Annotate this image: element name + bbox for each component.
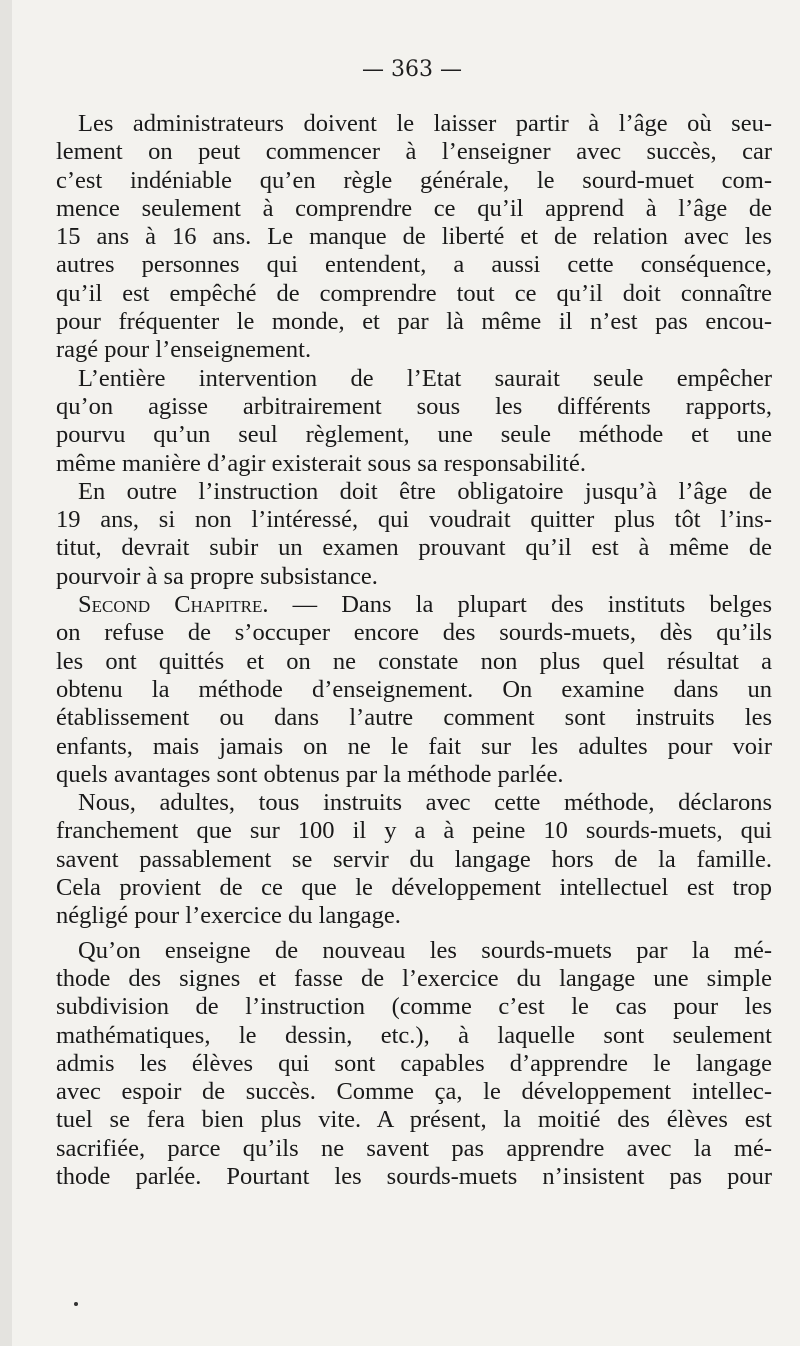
text-line: En outre l’instruction doit être obligatoire jusqu’à l’âge de xyxy=(78,477,772,505)
text-line: pourvoir à sa propre subsistance. xyxy=(56,562,378,590)
text-line: 19 ans, si non l’intéressé, qui voudrait quitter plus tôt l’ins- xyxy=(56,506,772,534)
text-line: ragé pour l’enseignement. xyxy=(56,336,312,364)
text-line: pour fréquenter le monde, et par là même il n’est pas encou- xyxy=(56,308,772,336)
text-line: obtenu la méthode d’enseignement. On examine dans un xyxy=(56,675,772,703)
text-line: Qu’on enseigne de nouveau les sourds-muets par la mé- xyxy=(78,936,772,964)
text-line: Cela provient de ce que le développement intellectuel est trop xyxy=(56,874,772,902)
text-line: les ont quittés et on ne constate non plus quel résultat a xyxy=(56,647,772,675)
paragraph xyxy=(56,110,772,365)
text-line: savent passablement se servir du langage hors de la famille. xyxy=(56,845,772,873)
text-line: négligé pour l’exercice du langage. xyxy=(56,902,401,930)
text-line xyxy=(56,591,772,619)
text-line: thode parlée. Pourtant les sourds-muets n’insistent pas pour xyxy=(56,1162,772,1190)
text-line: établissement ou dans l’autre comment sont instruits les xyxy=(56,704,772,732)
text-line: franchement que sur 100 il y a à peine 10 sourds-muets, qui xyxy=(56,817,772,845)
paragraph xyxy=(56,937,772,1192)
section-heading: Second Chapitre. xyxy=(78,591,269,619)
paragraph xyxy=(56,478,772,591)
text-line: autres personnes qui entendent, a aussi cette conséquence, xyxy=(56,251,772,279)
text-line: L’entière intervention de l’Etat saurait seule empêcher xyxy=(78,364,772,392)
text-line: avec espoir de succès. Comme ça, le développement intellec- xyxy=(56,1078,772,1106)
text-line: 15 ans à 16 ans. Le manque de liberté et de relation avec les xyxy=(56,223,772,251)
page-number: — 363 — xyxy=(362,57,462,82)
paragraph xyxy=(56,789,772,930)
text-line: on refuse de s’occuper encore des sourds-muets, dès qu’ils xyxy=(56,619,772,647)
text-line: mathématiques, le dessin, etc.), à laquelle sont seulement xyxy=(56,1021,772,1049)
text-line: même manière d’agir existerait sous sa responsabilité. xyxy=(56,449,586,477)
text-line: admis les élèves qui sont capables d’apprendre le langage xyxy=(56,1049,772,1077)
text-line: thode des signes et fasse de l’exercice du langage une simple xyxy=(56,964,772,992)
text-fragment: — Dans la plupart des instituts belges xyxy=(268,591,772,619)
text-line: Les administrateurs doivent le laisser partir à l’âge où seu- xyxy=(78,110,772,137)
text-line: quels avantages sont obtenus par la méthode parlée. xyxy=(56,760,564,788)
text-line: tuel se fera bien plus vite. A présent, la moitié des élèves est xyxy=(56,1106,772,1134)
text-line: qu’il est empêché de comprendre tout ce qu’il doit connaître xyxy=(56,279,772,307)
text-line: lement on peut commencer à l’enseigner avec succès, car xyxy=(56,138,772,166)
paragraph xyxy=(56,365,772,478)
text-line: subdivision de l’instruction (comme c’est le cas pour les xyxy=(56,993,772,1021)
paragraph xyxy=(56,591,772,789)
text-line: Nous, adultes, tous instruits avec cette méthode, déclarons xyxy=(78,789,772,817)
ink-speck xyxy=(74,1302,78,1306)
body-text xyxy=(56,110,772,1191)
text-line: sacrifiée, parce qu’ils ne savent pas apprendre avec la mé- xyxy=(56,1134,772,1162)
text-line: titut, devrait subir un examen prouvant qu’il est à même de xyxy=(56,534,772,562)
text-line: enfants, mais jamais on ne le fait sur les adultes pour voir xyxy=(56,732,772,760)
text-line: c’est indéniable qu’en règle générale, le sourd-muet com- xyxy=(56,166,772,194)
text-line: pourvu qu’un seul règlement, une seule méthode et une xyxy=(56,421,772,449)
text-line: qu’on agisse arbitrairement sous les différents rapports, xyxy=(56,392,772,420)
text-line: mence seulement à comprendre ce qu’il apprend à l’âge de xyxy=(56,194,772,222)
